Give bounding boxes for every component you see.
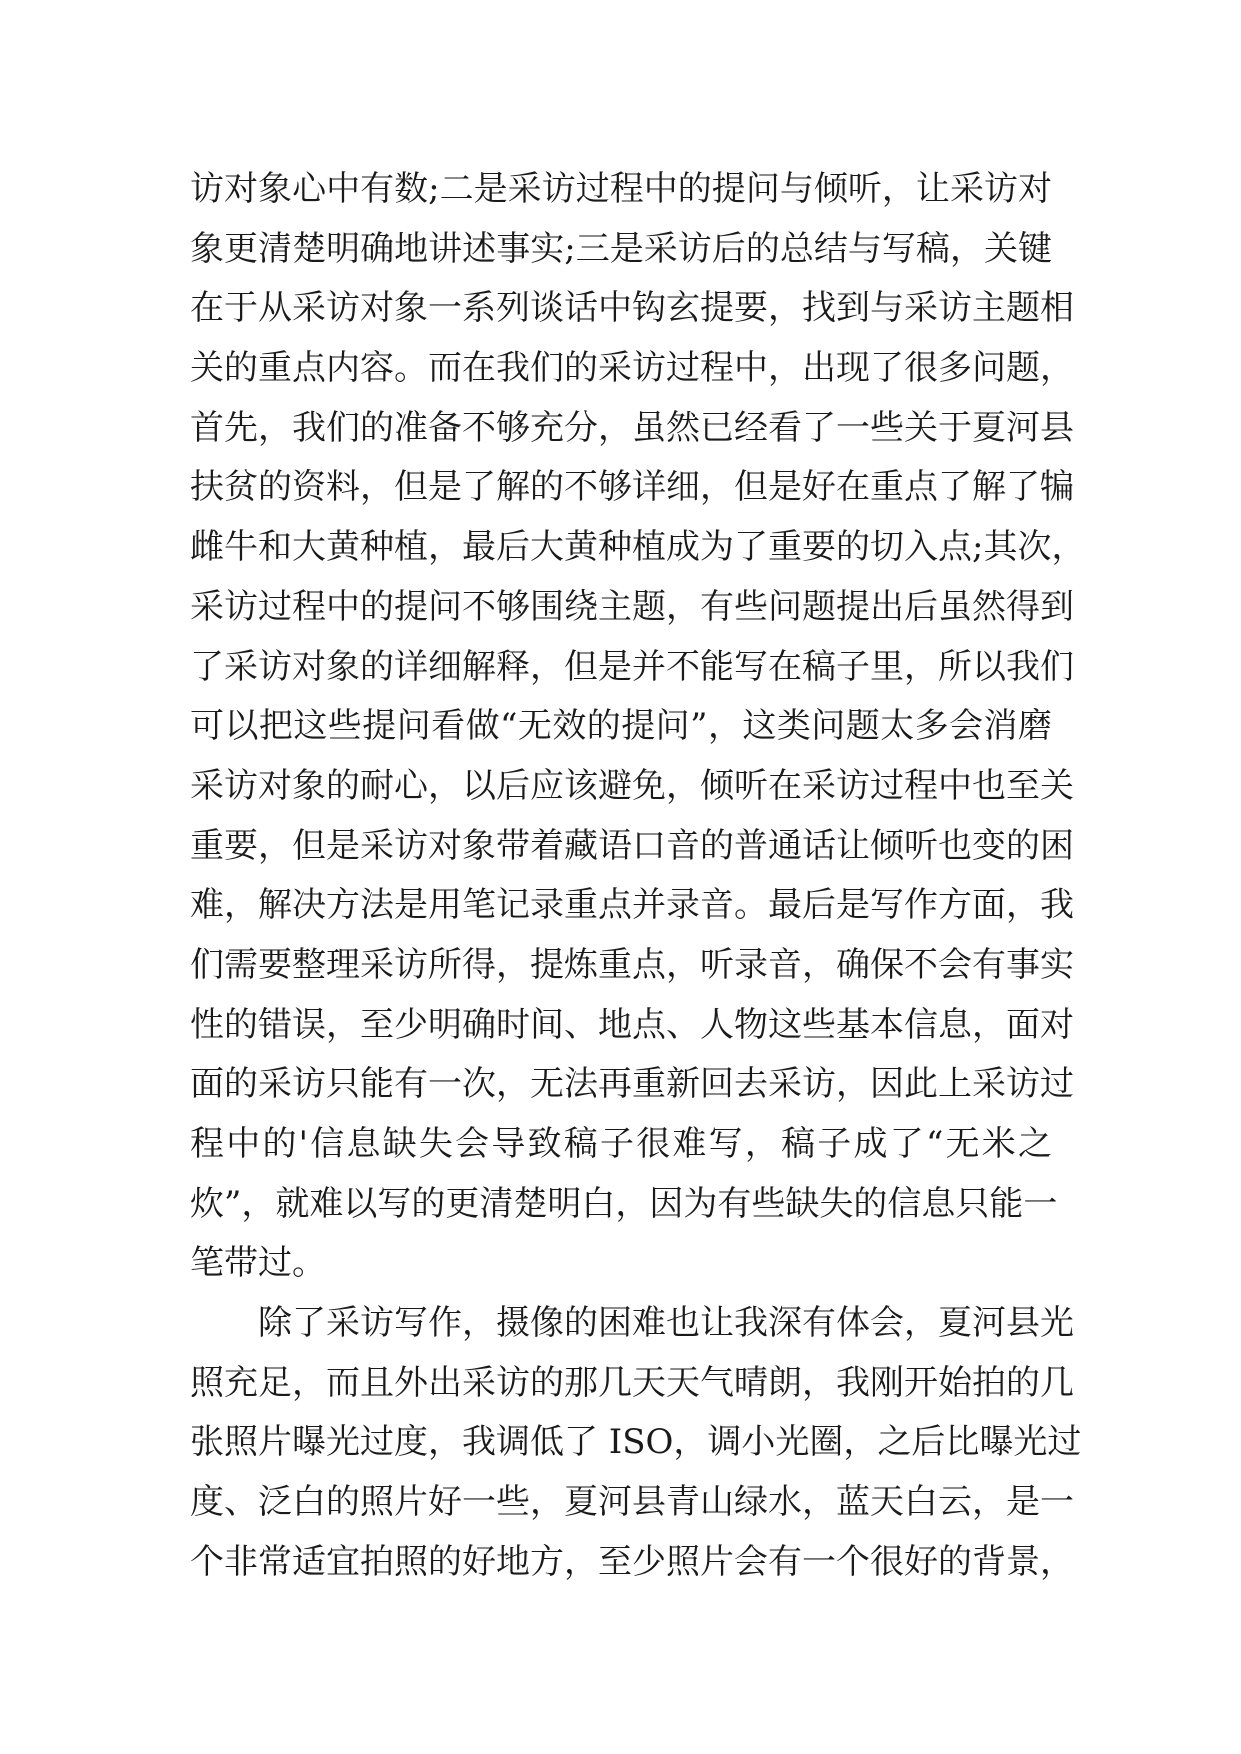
text-line: 可以把这些提问看做“无效的提问”，这类问题太多会消磨	[190, 706, 1052, 747]
text-line: 重要，但是采访对象带着藏语口音的普通话让倾听也变的困	[190, 825, 1074, 866]
text-line: 难，解决方法是用笔记录重点并录音。最后是写作方面，我	[190, 885, 1074, 926]
text-line: 程中的'信息缺失会导致稿子很难写，稿子成了“无米之	[190, 1124, 1052, 1164]
text-line: 扶贫的资料，但是了解的不够详细，但是好在重点了解了犏	[190, 467, 1074, 508]
text-line: 张照片曝光过度，我调低了 ISO，调小光圈，之后比曝光过	[190, 1422, 1082, 1463]
body-text	[190, 160, 1086, 1593]
text-line: 照充足，而且外出采访的那几天天气晴朗，我刚开始拍的几	[190, 1362, 1074, 1403]
text-line: 们需要整理采访所得，提炼重点，听录音，确保不会有事实	[190, 944, 1074, 985]
text-line: 采访对象的耐心，以后应该避免，倾听在采访过程中也至关	[190, 765, 1074, 806]
text-line: 笔带过。	[190, 1243, 326, 1284]
text-line: 个非常适宜拍照的好地方，至少照片会有一个很好的背景，	[190, 1541, 1074, 1582]
paragraph-first-line: 除了采访写作，摄像的困难也让我深有体会，夏河县光	[258, 1303, 1074, 1344]
text-line: 面的采访只能有一次，无法再重新回去采访，因此上采访过	[190, 1064, 1074, 1105]
text-line: 关的重点内容。而在我们的采访过程中，出现了很多问题，	[190, 348, 1074, 389]
text-line: 度、泛白的照片好一些，夏河县青山绿水，蓝天白云，是一	[190, 1482, 1074, 1523]
text-line: 在于从采访对象一系列谈话中钩玄提要，找到与采访主题相	[190, 288, 1074, 329]
text-line: 雌牛和大黄种植，最后大黄种植成为了重要的切入点;其次，	[190, 527, 1086, 568]
text-line: 访对象心中有数;二是采访过程中的提问与倾听，让采访对	[190, 169, 1052, 209]
text-line: 性的错误，至少明确时间、地点、人物这些基本信息，面对	[190, 1004, 1074, 1045]
text-line: 象更清楚明确地讲述事实;三是采访后的总结与写稿，关键	[190, 228, 1053, 269]
text-line: 炊”，就难以写的更清楚明白，因为有些缺失的信息只能一	[190, 1183, 1058, 1224]
text-line: 了采访对象的详细解释，但是并不能写在稿子里，所以我们	[190, 646, 1074, 687]
text-line: 采访过程中的提问不够围绕主题，有些问题提出后虽然得到	[190, 586, 1074, 627]
text-line: 首先，我们的准备不够充分，虽然已经看了一些关于夏河县	[190, 407, 1074, 448]
